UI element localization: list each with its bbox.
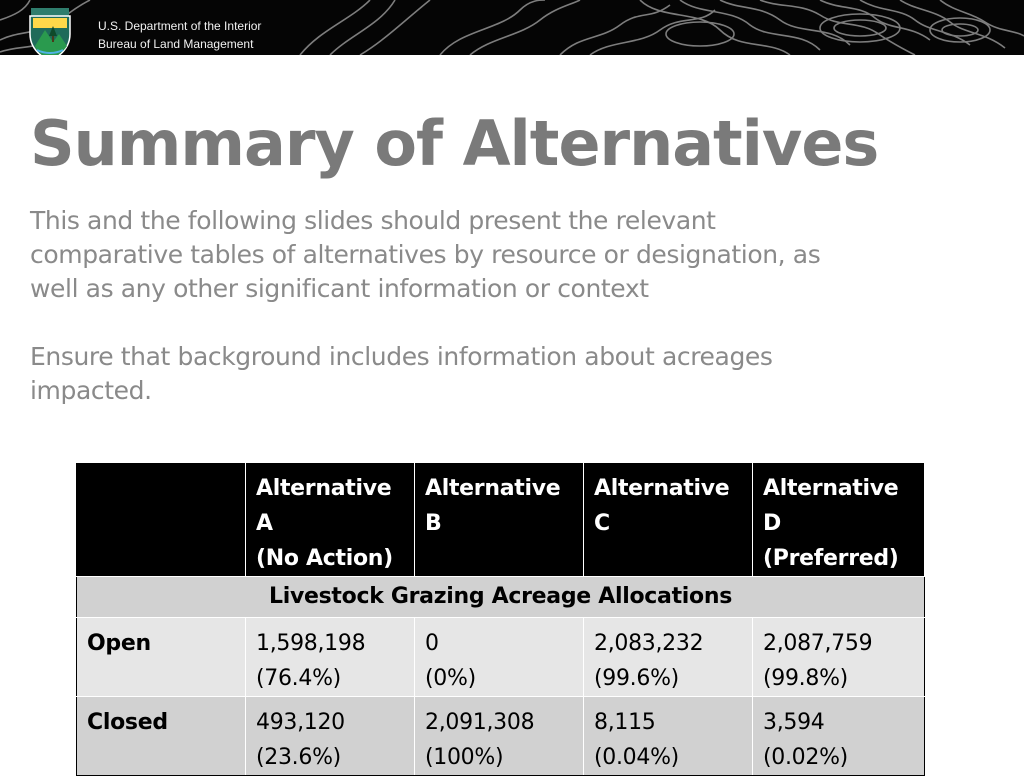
cell-acreage: 2,083,232 [594,631,704,656]
table-cell [753,697,925,776]
table-cell [246,618,415,697]
cell-percent: (76.4%) [256,666,341,691]
table-cell [246,697,415,776]
table-row-open [77,618,925,697]
table-header-row [77,463,925,577]
cell-percent: (0%) [425,666,476,691]
table-cell [584,697,753,776]
cell-acreage: 3,594 [763,710,825,735]
column-header-line: D [763,511,781,536]
cell-percent: (23.6%) [256,745,341,770]
section-label: Livestock Grazing Acreage Allocations [77,577,925,618]
agency-name [98,17,261,53]
table-cell [584,618,753,697]
slide-body [30,204,850,408]
cell-percent: (0.02%) [763,745,848,770]
column-header-line: C [594,511,610,536]
row-label: Open [77,618,246,697]
column-header-line: (Preferred) [763,546,899,571]
column-header-alt-a [246,463,415,577]
column-header-alt-d [753,463,925,577]
column-header-line: Alternative [594,476,730,501]
column-header-line: B [425,511,442,536]
alternatives-table [76,462,925,776]
agency-bureau: Bureau of Land Management [98,37,254,51]
body-paragraph-1: This and the following slides should present the relevant comparative tables of alternatives by resource or designation, as well as any other significant information or context [30,206,821,303]
column-header-line: Alternative [425,476,561,501]
column-header-line: (No Action) [256,546,393,571]
cell-acreage: 8,115 [594,710,656,735]
cell-percent: (99.6%) [594,666,679,691]
column-header-alt-c [584,463,753,577]
cell-acreage: 1,598,198 [256,631,366,656]
table-section-row [77,577,925,618]
table-corner-cell [77,463,246,577]
column-header-line: Alternative [763,476,899,501]
agency-department: U.S. Department of the Interior [98,19,262,33]
table-cell [415,697,584,776]
body-paragraph-2: Ensure that background includes information about acreages impacted. [30,342,773,405]
blm-shield-logo-icon [27,6,73,55]
cell-acreage: 2,087,759 [763,631,873,656]
table-cell [415,618,584,697]
cell-acreage: 2,091,308 [425,710,535,735]
column-header-line: A [256,511,273,536]
cell-percent: (100%) [425,745,504,770]
column-header-line: Alternative [256,476,392,501]
header-banner [0,0,1024,55]
page-title: Summary of Alternatives [30,107,879,180]
cell-percent: (99.8%) [763,666,848,691]
cell-acreage: 0 [425,631,439,656]
table-row-closed [77,697,925,776]
cell-percent: (0.04%) [594,745,679,770]
column-header-alt-b [415,463,584,577]
cell-acreage: 493,120 [256,710,345,735]
table-cell [753,618,925,697]
row-label: Closed [77,697,246,776]
